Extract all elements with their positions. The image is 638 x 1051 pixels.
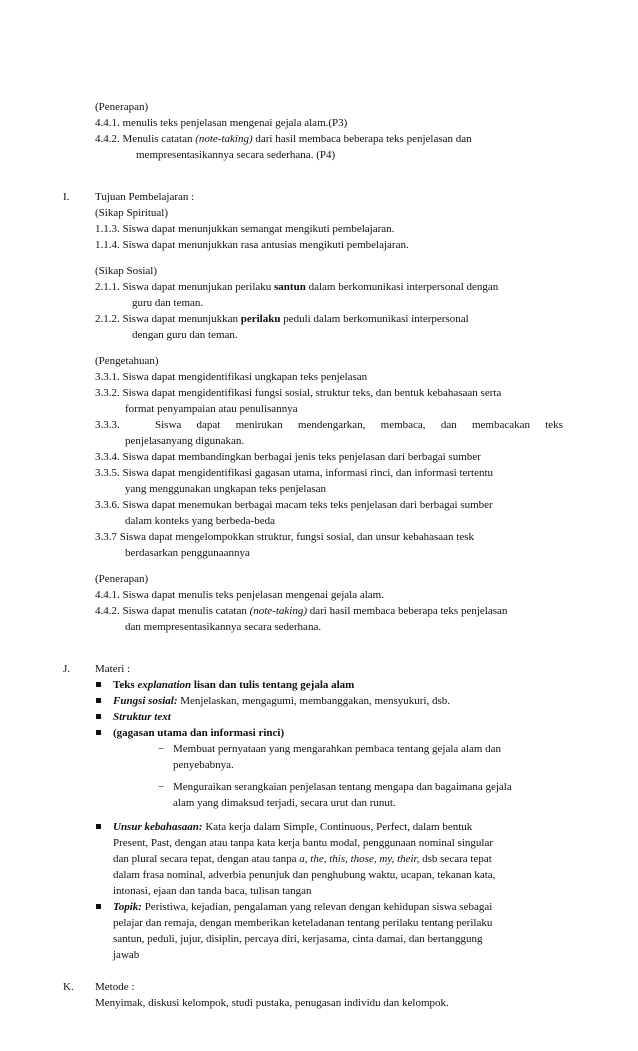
top-penerapan-item-441: 4.4.1. menulis teks penjelasan mengenai gejala alam.(P3) (95, 117, 348, 129)
spiritual-item-114: 1.1.4. Siswa dapat menunjukkan rasa antusias mengikuti pembelajaran. (95, 239, 409, 251)
top-penerapan-item-442-cont: mempresentasikannya secara sederhana. (P4) (136, 149, 336, 161)
section-k-body: Menyimak, diskusi kelompok, studi pustaka, penugasan individu dan kelompok. (95, 997, 449, 1009)
section-j-letter: J. (63, 663, 71, 675)
pengetahuan-heading: (Pengetahuan) (95, 355, 159, 367)
materi-topik-line-2: pelajar dan remaja, dengan memberikan keteladanan tentang perilaku tentang perilaku (113, 917, 493, 929)
spiritual-item-113: 1.1.3. Siswa dapat menunjukkan semangat mengikuti pembelajaran. (95, 223, 395, 235)
materi-bullet-topik: Topik: Peristiwa, kejadian, pengalaman yang relevan dengan kehidupan siswa sebagai (113, 901, 493, 913)
sosial-heading: (Sikap Sosial) (95, 265, 158, 277)
materi-dash-2-cont: alam yang dimaksud terjadi, secara urut dan runut. (173, 797, 396, 809)
dash-icon: − (158, 781, 165, 793)
pengetahuan-item-332-cont: format penyampaian atau penulisannya (125, 403, 298, 415)
materi-unsur-line-5: intonasi, ejaan dan tanda baca, tulisan tangan (113, 885, 312, 897)
materi-topik-line-4: jawab (113, 949, 140, 961)
materi-unsur-line-3: dan plural secara tepat, dengan atau tanpa a, the, this, those, my, their, dsb secara tepat (113, 853, 492, 865)
penerapan-item-441: 4.4.1. Siswa dapat menulis teks penjelasan mengenai gejala alam. (95, 589, 384, 601)
materi-bullet-gagasan: (gagasan utama dan informasi rinci) (113, 727, 285, 739)
bullet-square-icon (96, 698, 101, 703)
pengetahuan-item-333-words: Siswa dapat menirukan mendengarkan, membaca, dan membacakan teks (155, 419, 563, 431)
pengetahuan-item-333-code: 3.3.3. (95, 419, 120, 431)
pengetahuan-item-336: 3.3.6. Siswa dapat menemukan berbagai macam teks teks penjelasan dari berbagai sumber (95, 499, 493, 511)
spiritual-heading: (Sikap Spiritual) (95, 207, 169, 219)
materi-topik-line-3: santun, peduli, jujur, disiplin, percaya diri, kerjasama, cinta damai, dan bertanggung (113, 933, 483, 945)
penerapan-item-442: 4.4.2. Siswa dapat menulis catatan (note-taking) dari hasil membaca beberapa teks penjelasan (95, 605, 508, 617)
materi-dash-2: Menguraikan serangkaian penjelasan tentang mengapa dan bagaimana gejala (173, 781, 512, 793)
section-i-letter: I. (63, 191, 70, 203)
top-penerapan-item-442: 4.4.2. Menulis catatan (note-taking) dari hasil membaca beberapa teks penjelasan dan (95, 133, 472, 145)
pengetahuan-item-337-cont: berdasarkan penggunaannya (125, 547, 250, 559)
bullet-square-icon (96, 730, 101, 735)
pengetahuan-item-337: 3.3.7 Siswa dapat mengelompokkan struktur, fungsi sosial, dan unsur kebahasaan tesk (95, 531, 474, 543)
pengetahuan-item-333-cont: penjelasanyang digunakan. (125, 435, 245, 447)
pengetahuan-item-336-cont: dalam konteks yang berbeda-beda (125, 515, 275, 527)
bullet-square-icon (96, 824, 101, 829)
materi-bullet-teks: Teks explanation lisan dan tulis tentang gejala alam (113, 679, 355, 691)
sosial-item-211-cont: guru dan teman. (132, 297, 204, 309)
bullet-square-icon (96, 714, 101, 719)
materi-unsur-line-4: dalam frasa nominal, adverbia penunjuk dan penghubung waktu, ucapan, tekanan kata, (113, 869, 496, 881)
sosial-item-211: 2.1.1. Siswa dapat menunjukan perilaku santun dalam berkomunikasi interpersonal dengan (95, 281, 499, 293)
materi-bullet-fungsi: Fungsi sosial: Menjelaskan, mengagumi, membanggakan, mensyukuri, dsb. (113, 695, 450, 707)
materi-unsur-line-2: Present, Past, dengan atau tanpa kata kerja bantu modal, penggunaan nominal singular (113, 837, 493, 849)
section-k-letter: K. (63, 981, 74, 993)
bullet-square-icon (96, 682, 101, 687)
section-j-title: Materi : (95, 663, 131, 675)
pengetahuan-item-335-cont: yang menggunakan ungkapan teks penjelasan (125, 483, 326, 495)
materi-dash-1: Membuat pernyataan yang mengarahkan pembaca tentang gejala alam dan (173, 743, 502, 755)
pengetahuan-item-332: 3.3.2. Siswa dapat mengidentifikasi fungsi sosial, struktur teks, dan bentuk kebahasaan serta (95, 387, 502, 399)
penerapan-heading: (Penerapan) (95, 573, 149, 585)
sosial-item-212-cont: dengan guru dan teman. (132, 329, 238, 341)
sosial-item-212: 2.1.2. Siswa dapat menunjukkan perilaku peduli dalam berkomunikasi interpersonal (95, 313, 469, 325)
bullet-square-icon (96, 904, 101, 909)
penerapan-item-442-cont: dan mempresentasikannya secara sederhana. (125, 621, 322, 633)
materi-dash-1-cont: penyebabnya. (173, 759, 234, 771)
materi-bullet-struktur: Struktur text (113, 711, 171, 723)
pengetahuan-item-335: 3.3.5. Siswa dapat mengidentifikasi gagasan utama, informasi rinci, dan informasi tertentu (95, 467, 494, 479)
pengetahuan-item-334: 3.3.4. Siswa dapat membandingkan berbagai jenis teks penjelasan dari berbagai sumber (95, 451, 481, 463)
section-i-title: Tujuan Pembelajaran : (95, 191, 195, 203)
dash-icon: − (158, 743, 165, 755)
section-k-title: Metode : (95, 981, 135, 993)
pengetahuan-item-331: 3.3.1. Siswa dapat mengidentifikasi ungkapan teks penjelasan (95, 371, 368, 383)
materi-bullet-unsur: Unsur kebahasaan: Kata kerja dalam Simple, Continuous, Perfect, dalam bentuk (113, 821, 473, 833)
top-penerapan-heading: (Penerapan) (95, 101, 149, 113)
